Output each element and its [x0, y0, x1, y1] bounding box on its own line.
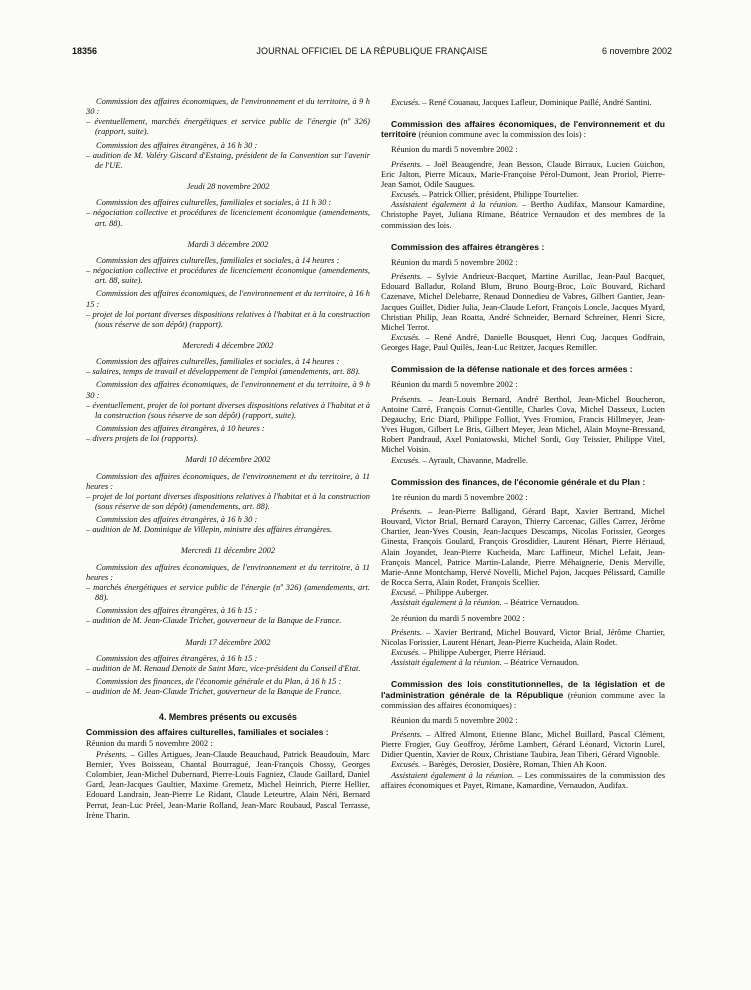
commission-finances-meeting-2: 2e réunion du mardi 5 novembre 2002 : — [391, 612, 525, 623]
commission-defense — [381, 364, 665, 374]
agenda-item: – négociation collective et procédures de licenciement économique (amendements, art. 88, suite). — [86, 265, 370, 286]
agenda-commission: Commission des affaires étrangères, à 16 h 15 : — [96, 652, 258, 663]
commission-finances-title: Commission des finances, de l'économie générale et du Plan : — [391, 476, 646, 487]
commission-lois-title: Commission des lois constitutionnelles, de la législation et de l'administration générale de la République — [381, 679, 665, 700]
agenda-commission: Commission des affaires culturelles, familiales et sociales, à 11 h 30 : — [96, 197, 332, 208]
commission-lois-excuses: Excusés. – Barèges, Derosier, Dosière, Roman, Thien Ah Koon. — [391, 759, 607, 770]
agenda-item: – audition de M. Dominique de Villepin, ministre des affaires étrangères. — [86, 524, 333, 535]
commission-finances — [381, 477, 665, 487]
commission-etrangeres-excuses: Excusés. – René André, Danielle Bousquet, Henri Cuq, Jacques Godfrain, Georges Hage, Paul Quilès, Jean-Luc Reitzer, Jacques Remiller. — [381, 331, 666, 353]
agenda-day-heading: Mercredi 4 décembre 2002 — [182, 339, 274, 350]
agenda-day-heading: Mercredi 11 décembre 2002 — [180, 545, 276, 556]
commission-finances-excuses-2: Excusés. – Philippe Auberger, Pierre Hériaud. — [391, 647, 546, 658]
commission-etrangeres-meeting: Réunion du mardi 5 novembre 2002 : — [391, 256, 518, 267]
commission-finances-assistait-1: Assistait également à la réunion. – Béatrice Vernaudon. — [391, 597, 580, 608]
right-column — [381, 97, 665, 790]
commission-culturelles-meeting: Réunion du mardi 5 novembre 2002 : — [86, 737, 213, 748]
agenda-item: – projet de loi portant diverses dispositions relatives à l'habitat et à la construction (sous réserve de son dépôt) (amendements, art. 88). — [86, 490, 370, 511]
agenda-commission: Commission des finances, de l'économie générale et du Plan, à 16 h 15 : — [96, 676, 342, 687]
commission-defense-meeting: Réunion du mardi 5 novembre 2002 : — [391, 379, 518, 390]
agenda-commission: Commission des affaires culturelles, familiales et sociales, à 14 heures : — [96, 356, 340, 367]
commission-culturelles-title: Commission des affaires culturelles, familiales et sociales : — [86, 726, 329, 737]
section-title: 4. Membres présents ou excusés — [159, 712, 297, 723]
commission-lois — [381, 679, 665, 709]
commission-lois-note: (réunion commune avec la commission des affaires économiques) : — [381, 689, 665, 710]
issue-date: 6 novembre 2002 — [601, 46, 672, 56]
agenda-commission: Commission des affaires étrangères, à 10 heures : — [96, 423, 265, 434]
agenda-commission: Commission des affaires culturelles, familiales et sociales, à 14 heures : — [96, 254, 340, 265]
journal-title: JOURNAL OFFICIEL DE LA RÉPUBLIQUE FRANÇAISE — [256, 46, 488, 56]
commission-economiques-assistait: Assistaient également à la réunion. – Bertho Audifax, Mansour Kamardine, Christophe Payet, Juliana Rimane, Béatrice Vernaudon et des membres de la commission des lois. — [381, 199, 665, 230]
commission-economiques-note: (réunion commune avec la commission des lois) : — [418, 129, 586, 140]
agenda-day-heading: Mardi 17 décembre 2002 — [185, 636, 271, 647]
agenda-day-heading: Jeudi 28 novembre 2002 — [186, 181, 270, 192]
agenda-day-heading: Mardi 10 décembre 2002 — [185, 454, 271, 465]
agenda-commission: Commission des affaires économiques, de l'environnement et du territoire, à 11 heures : — [86, 561, 370, 582]
agenda-item: – marchés énergétiques et service public de l'énergie (nº 326) (amendements, art. 88). — [86, 581, 370, 603]
agenda-item: – négociation collective et procédures de licenciement économique (amendements, art. 88). — [86, 207, 370, 228]
commission-lois-assistaient: Assistaient également à la réunion. – Les commissaires de la commission des affaires économiques et Payet, Rimane, Kamardine, Vernaudon, Audifax. — [381, 769, 665, 790]
commission-culturelles-presents: Présents. – Gilles Artigues, Jean-Claude Beauchaud, Patrick Beaudouin, Marc Bernier, Yves Boisseau, Chantal Bourragué, Jean-François Chossy, Georges Colombier, Jean-Michel Dubernard, Pierre-Louis Fagniez, Claude Gaillard, Daniel Gard, Jean-Jacques Gaultier, Maxime Gremetz, Michel Heinrich, Pierre Hellier, Edouard Landrain, Jean-Pierre Le Ridant, Claude Leteurtre, Alain Néri, Bernard Perrut, Jean-Luc Préel, Jean-Marie Rolland, Jean-Marc Roubaud, Pascal Terrasse, Irène Tharin. — [86, 748, 371, 820]
agenda-day-heading: Mardi 3 décembre 2002 — [187, 238, 269, 249]
commission-defense-presents: Présents. – Jean-Louis Bernard, André Berthol, Jean-Michel Boucheron, Antoine Carré, François Cornut-Gentille, Charles Cova, Michel Dasseux, Lucien Degauchy, Eric Diard, Philippe Folliot, Yves Fromion, Francis Hillmeyer, Jean-Yves Hugon, Gilbert Le Bris, Gilbert Meyer, Jean Michel, Alain Moyne-Bressand, Robert Pandraud, Axel Poniatowski, Michel Sordi, Guy Teissier, Philippe Vitel, Michel Voisin. — [381, 393, 665, 455]
commission-lois-presents: Présents. – Alfred Almont, Etienne Blanc, Michel Buillard, Pascal Clément, Pierre Frogier, Guy Geoffroy, Jérôme Lambert, Gérard Léonard, Victorin Lurel, Didier Quentin, Xavier de Roux, Christiane Taubira, Jean Tiberi, Gérard Vignoble. — [381, 728, 665, 760]
agenda-item: – audition de M. Renaud Denoix de Saint Marc, vice-président du Conseil d'Etat. — [86, 662, 361, 673]
page-header — [72, 46, 672, 60]
agenda-commission: Commission des affaires étrangères, à 16 h 15 : — [96, 605, 258, 616]
commission-finances-presents-2: Présents. – Xavier Bertrand, Michel Bouvard, Victor Brial, Jérôme Chartier, Nicolas Forissier, Laurent Hénart, Jean-Pierre Kucheida, Alain Rodet. — [381, 626, 665, 647]
commission-finances-excuse-1: Excusé. – Philippe Auberger. — [391, 587, 489, 598]
agenda-commission: Commission des affaires économiques, de l'environnement et du territoire, à 11 heures : — [86, 470, 370, 491]
agenda-commission: Commission des affaires économiques, de l'environnement et du territoire, à 16 h 15 : — [86, 288, 370, 309]
agenda — [86, 96, 370, 696]
commission-economiques-presents: Présents. – Joël Beaugendre, Jean Besson, Claude Birraux, Lucien Guichon, Eric Jalton, Pierre Micaux, Marie-Françoise Pérol-Dumont, Jean Proriol, Pierre-Jean Samot, Odile Saugues. — [381, 158, 666, 189]
agenda-item: – projet de loi portant diverses dispositions relatives à l'habitat et à la construction (sous réserve de son dépôt) (rapport). — [86, 308, 370, 329]
commission-lois-meeting: Réunion du mardi 5 novembre 2002 : — [391, 714, 518, 725]
agenda-item: – éventuellement, projet de loi portant diverses dispositions relatives à l'habitat et à la construction (sous réserve de son dépôt) (rapport, suite). — [86, 399, 370, 420]
agenda-item: – audition de M. Valéry Giscard d'Estaing, président de la Convention sur l'avenir de l'UE. — [86, 149, 370, 170]
agenda-item: – salaires, temps de travail et développement de l'emploi (amendements, art. 88). — [86, 366, 361, 377]
agenda-item: – audition de M. Jean-Claude Trichet, gouverneur de la Banque de France. — [86, 686, 342, 697]
agenda-commission: Commission des affaires étrangères, à 16 h 30 : — [96, 514, 258, 525]
commission-etrangeres — [381, 242, 665, 252]
commission-etrangeres-title: Commission des affaires étrangères : — [391, 241, 545, 252]
commission-culturelles-excuses: Excusés. – René Couanau, Jacques Lafleur, Dominique Paillé, André Santini. — [391, 97, 652, 107]
commission-economiques — [381, 119, 665, 139]
agenda-commission: Commission des affaires économiques, de l'environnement et du territoire, à 9 h 30 : — [86, 96, 370, 117]
agenda-item: – divers projets de loi (rapports). — [86, 433, 199, 444]
commission-finances-meeting-1: 1re réunion du mardi 5 novembre 2002 : — [391, 491, 528, 502]
agenda-commission: Commission des affaires étrangères, à 16 h 30 : — [96, 139, 258, 150]
left-column — [86, 96, 370, 820]
commission-economiques-meeting: Réunion du mardi 5 novembre 2002 : — [391, 144, 518, 155]
agenda-item: – audition de M. Jean-Claude Trichet, gouverneur de la Banque de France. — [86, 615, 342, 626]
agenda-commission: Commission des affaires économiques, de l'environnement et du territoire, à 9 h 30 : — [86, 379, 370, 400]
commission-defense-title: Commission de la défense nationale et des forces armées : — [391, 364, 633, 375]
agenda-item: – éventuellement, marchés énergétiques et service public de l'énergie (nº 326) (rapport, suite). — [86, 116, 370, 137]
commission-finances-presents-1: Présents. – Jean-Pierre Balligand, Gérard Bapt, Xavier Bertrand, Michel Bouvard, Victor Brial, Bernard Carayon, Thierry Carcenac, Gilles Carrez, Jérôme Chartier, Jean-Yves Cousin, Jean-Jacques Descamps, Nicolas Forissier, Georges Ginesta, François Goulard, François Grosdidier, Laurent Hénart, Pierre Hériaud, Alain Joyandet, Jean-Pierre Kucheida, Marc Laffineur, Michel Lefait, Jean-François Mancel, Patrice Martin-Lalande, Pierre Méhaignerie, Denis Merville, Marie-Anne Montchamp, Hervé Novelli, Michel Pajon, Jacques Pélissard, Camille de Rocca Serra, Alain Rodet, François Scellier. — [381, 506, 665, 588]
commission-defense-excuses: Excusés. – Ayrault, Chavanne, Madrelle. — [391, 454, 529, 465]
commission-economiques-title: Commission des affaires économiques, de l'environnement et du territoire — [381, 119, 665, 140]
commission-economiques-excuses: Excusés. – Patrick Ollier, président, Philippe Tourtelier. — [391, 189, 579, 200]
commission-finances-assistait-2: Assistait également à la réunion. – Béatrice Vernaudon. — [391, 657, 580, 668]
page-number: 18356 — [72, 46, 98, 56]
commission-etrangeres-presents: Présents. – Sylvie Andrieux-Bacquet, Martine Aurillac, Jean-Paul Bacquet, Edouard Balladur, Roland Blum, Bruno Bourg-Broc, Loïc Bouvard, Richard Cazenave, Michel Delebarre, Renaud Donnedieu de Vabres, Gilbert Gantier, Jean-Jacques Guillet, Didier Julia, Jean-Claude Lefort, François Loncle, Jacques Myard, Christian Philip, Jean Roatta, André Schneider, Bernard Schreiner, Henri Sicre, Michel Terrot. — [381, 271, 665, 332]
